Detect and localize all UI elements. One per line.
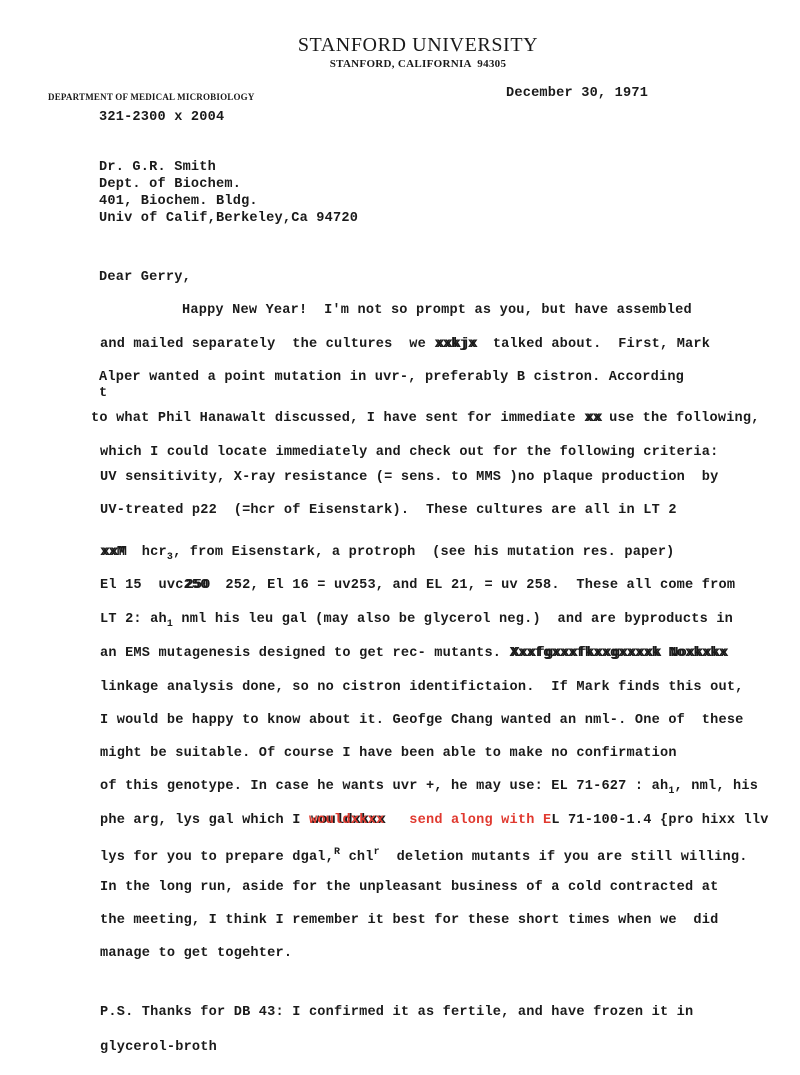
body-line: El 15 uvc250 252, El 16 = uv253, and EL 21, = uv 258. These all come from [100, 578, 736, 593]
struck-text: xxM [100, 545, 126, 560]
postscript-line: glycerol-broth [100, 1040, 218, 1055]
letter-date: December 30, 1971 [506, 86, 649, 101]
struck-text-red: wouldxkxx [308, 813, 385, 828]
body-line: I would be happy to know about it. Geofge Chang wanted an nml-. One of these [100, 713, 744, 728]
body-line: phe arg, lys gal which I wouldxkxx send along with EL 71-100-1.4 {pro hixx llv [100, 813, 769, 828]
body-line: the meeting, I think I remember it best for these short times when we did [100, 913, 719, 928]
body-line: lys for you to prepare dgal,$^R$ chl$^r$ deletion mutants if you are still willing. [100, 847, 748, 865]
letterhead-city: STANFORD, CALIFORNIA 94305 [329, 58, 507, 70]
struck-text: xx [584, 411, 601, 426]
body-line: to what Phil Hanawalt discussed, I have sent for immediate xx use the following, [91, 411, 760, 426]
struck-text: Xxxfgxxxfkxxgxxxxk [509, 646, 660, 661]
recipient-name: Dr. G.R. Smith [99, 160, 217, 175]
body-line: which I could locate immediately and check out for the following criteria: [100, 445, 719, 460]
body-line: Alper wanted a point mutation in uvr-, preferably B cistron. According [99, 370, 685, 385]
recipient-dept: Dept. of Biochem. [99, 177, 242, 192]
red-insertion: send along with E [384, 813, 552, 828]
body-line: UV sensitivity, X-ray resistance (= sens. to MMS )no plaque production by [100, 470, 719, 485]
struck-text: Noxkxkx [659, 646, 727, 661]
body-line: an EMS mutagenesis designed to get rec- mutants. Xxxfgxxxfkxxgxxxxk Noxkxkx [100, 646, 727, 661]
body-line: linkage analysis done, so no cistron identifictaion. If Mark finds this out, [100, 680, 744, 695]
body-line: might be suitable. Of course I have been able to make no confirmation [100, 746, 677, 761]
body-line: xxM hcr$_3$, from Eisenstark, a protroph (see his mutation res. paper) [100, 545, 675, 563]
struck-text: 250 [183, 578, 209, 593]
body-line: In the long run, aside for the unpleasant business of a cold contracted at [100, 880, 719, 895]
body-line: LT 2: $ah_1$ nml his leu gal (may also be glycerol neg.) and are byproducts in [100, 612, 734, 630]
body-line: Happy New Year! I'm not so prompt as you, but have assembled [182, 303, 692, 318]
body-line-correction: t [99, 386, 108, 401]
letterhead-university: STANFORD UNIVERSITY [297, 34, 539, 56]
recipient-address: Univ of Calif,Berkeley,Ca 94720 [99, 211, 359, 226]
salutation: Dear Gerry, [99, 270, 191, 285]
body-line: and mailed separately the cultures we xxkjx talked about. First, Mark [100, 337, 711, 352]
phone-extension: 321-2300 x 2004 [99, 110, 225, 125]
recipient-building: 401, Biochem. Bldg. [99, 194, 258, 209]
struck-text: xxkjx [434, 337, 477, 352]
postscript-line: P.S. Thanks for DB 43: I confirmed it as fertile, and have frozen it in [100, 1005, 694, 1020]
body-line: manage to get togehter. [100, 946, 293, 961]
body-line: of this genotype. In case he wants uvr +, he may use: EL 71-627 : $ah_1$, nml, his [100, 779, 759, 797]
body-line: UV-treated p22 (=hcr of Eisenstark). These cultures are all in LT 2 [100, 503, 677, 518]
letterhead-department: DEPARTMENT OF MEDICAL MICROBIOLOGY [48, 92, 255, 102]
